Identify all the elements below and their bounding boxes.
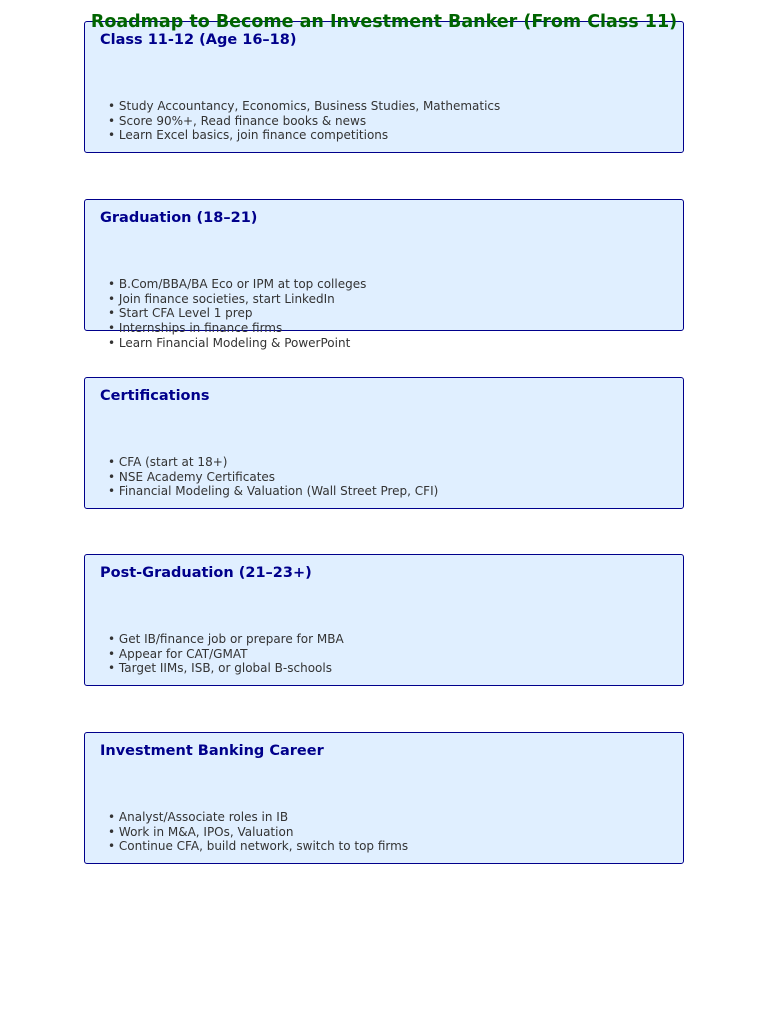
- list-item: • Start CFA Level 1 prep: [108, 306, 366, 321]
- stage-points: [108, 810, 408, 854]
- stage-points: [108, 99, 500, 143]
- list-item: • B.Com/BBA/BA Eco or IPM at top colleges: [108, 277, 366, 292]
- stage-title: Post-Graduation (21–23+): [100, 565, 312, 581]
- list-item: • NSE Academy Certificates: [108, 470, 438, 485]
- list-item: • Internships in finance firms: [108, 321, 366, 336]
- list-item: • Work in M&A, IPOs, Valuation: [108, 825, 408, 840]
- stage-title: Investment Banking Career: [100, 743, 324, 759]
- stage-points: [108, 277, 366, 351]
- list-item: • Target IIMs, ISB, or global B-schools: [108, 661, 344, 676]
- list-item: • Join finance societies, start LinkedIn: [108, 292, 366, 307]
- list-item: • Get IB/finance job or prepare for MBA: [108, 632, 344, 647]
- stage-box-post-graduation: [84, 554, 684, 686]
- stage-box-class-11-12: [84, 21, 684, 153]
- list-item: • Study Accountancy, Economics, Business Studies, Mathematics: [108, 99, 500, 114]
- list-item: • CFA (start at 18+): [108, 455, 438, 470]
- list-item: • Score 90%+, Read finance books & news: [108, 114, 500, 129]
- list-item: • Financial Modeling & Valuation (Wall Street Prep, CFI): [108, 484, 438, 499]
- page-title: Roadmap to Become an Investment Banker (From Class 11): [90, 12, 678, 32]
- stage-points: [108, 455, 438, 499]
- stage-title: Class 11-12 (Age 16–18): [100, 32, 297, 48]
- list-item: • Appear for CAT/GMAT: [108, 647, 344, 662]
- list-item: • Continue CFA, build network, switch to top firms: [108, 839, 408, 854]
- list-item: • Analyst/Associate roles in IB: [108, 810, 408, 825]
- stage-title: Certifications: [100, 388, 210, 404]
- stage-box-certifications: [84, 377, 684, 509]
- stage-title: Graduation (18–21): [100, 210, 258, 226]
- stage-points: [108, 632, 344, 676]
- stage-box-investment-banking-career: [84, 732, 684, 864]
- list-item: • Learn Financial Modeling & PowerPoint: [108, 336, 366, 351]
- list-item: • Learn Excel basics, join finance competitions: [108, 128, 500, 143]
- stage-box-graduation: [84, 199, 684, 350]
